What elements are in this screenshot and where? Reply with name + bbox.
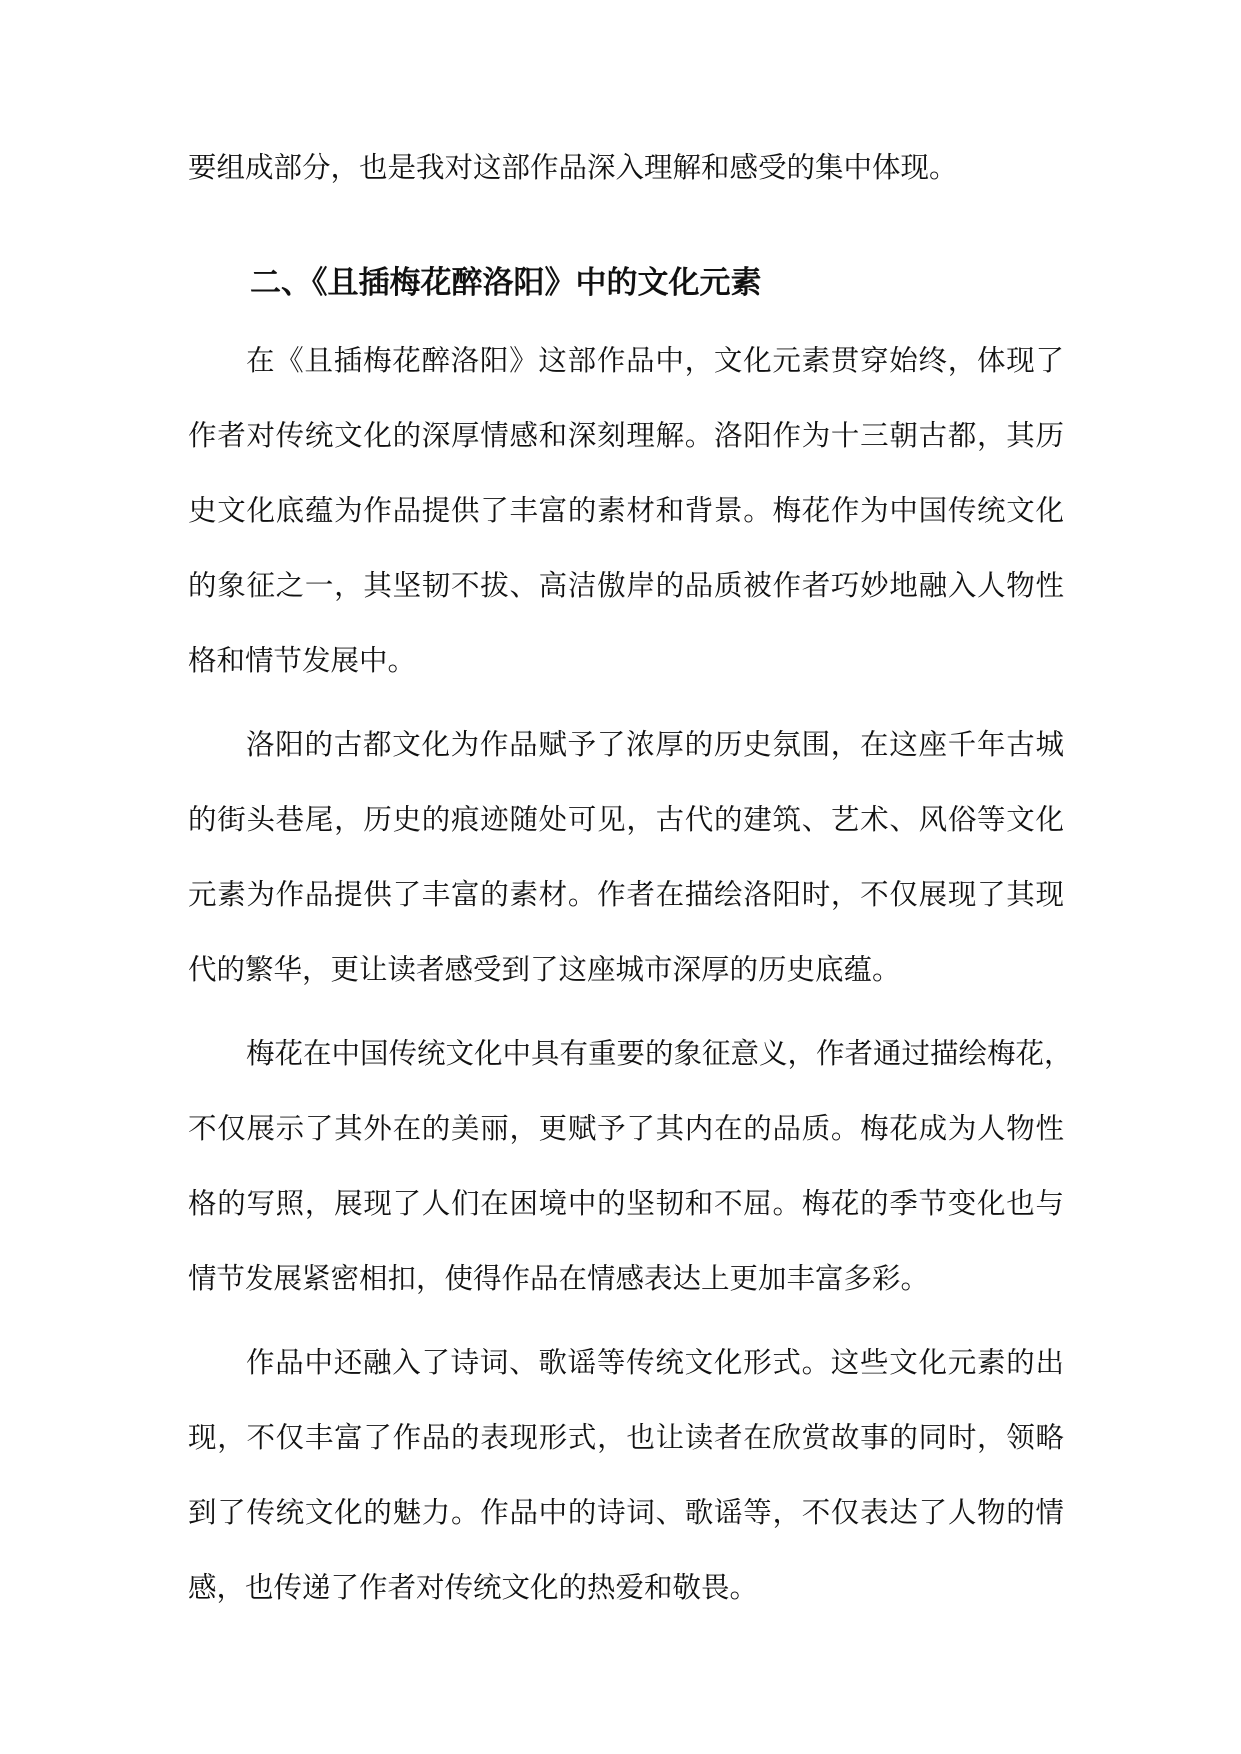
- section-heading: 二、《且插梅花醉洛阳》中的文化元素: [250, 265, 762, 301]
- paragraph-line: 现，不仅丰富了作品的表现形式，也让读者在欣赏故事的同时，领略: [188, 1421, 1064, 1454]
- body-text-line: 要组成部分，也是我对这部作品深入理解和感受的集中体现。: [188, 151, 958, 184]
- paragraph-line: 情节发展紧密相扣，使得作品在情感表达上更加丰富多彩。: [188, 1262, 930, 1295]
- paragraph-line: 格的写照，展现了人们在困境中的坚韧和不屈。梅花的季节变化也与: [188, 1187, 1064, 1220]
- paragraph-line: 感，也传递了作者对传统文化的热爱和敬畏。: [188, 1571, 759, 1604]
- paragraph-line: 梅花在中国传统文化中具有重要的象征意义，作者通过描绘梅花，: [246, 1037, 1073, 1070]
- paragraph-line: 的街头巷尾，历史的痕迹随处可见，古代的建筑、艺术、风俗等文化: [188, 803, 1064, 836]
- paragraph-line: 代的繁华，更让读者感受到了这座城市深厚的历史底蕴。: [188, 953, 901, 986]
- paragraph-line: 作者对传统文化的深厚情感和深刻理解。洛阳作为十三朝古都，其历: [188, 419, 1064, 452]
- paragraph-line: 到了传统文化的魅力。作品中的诗词、歌谣等，不仅表达了人物的情: [188, 1496, 1064, 1529]
- paragraph-line: 不仅展示了其外在的美丽，更赋予了其内在的品质。梅花成为人物性: [188, 1112, 1064, 1145]
- paragraph-line: 史文化底蕴为作品提供了丰富的素材和背景。梅花作为中国传统文化: [188, 494, 1064, 527]
- paragraph-line: 元素为作品提供了丰富的素材。作者在描绘洛阳时，不仅展现了其现: [188, 878, 1064, 911]
- paragraph-line: 在《且插梅花醉洛阳》这部作品中，文化元素贯穿始终，体现了: [246, 344, 1064, 377]
- paragraph-line: 作品中还融入了诗词、歌谣等传统文化形式。这些文化元素的出: [246, 1346, 1064, 1379]
- paragraph-line: 格和情节发展中。: [188, 644, 417, 677]
- paragraph-line: 的象征之一，其坚韧不拔、高洁傲岸的品质被作者巧妙地融入人物性: [188, 569, 1064, 602]
- paragraph-line: 洛阳的古都文化为作品赋予了浓厚的历史氛围，在这座千年古城: [246, 728, 1064, 761]
